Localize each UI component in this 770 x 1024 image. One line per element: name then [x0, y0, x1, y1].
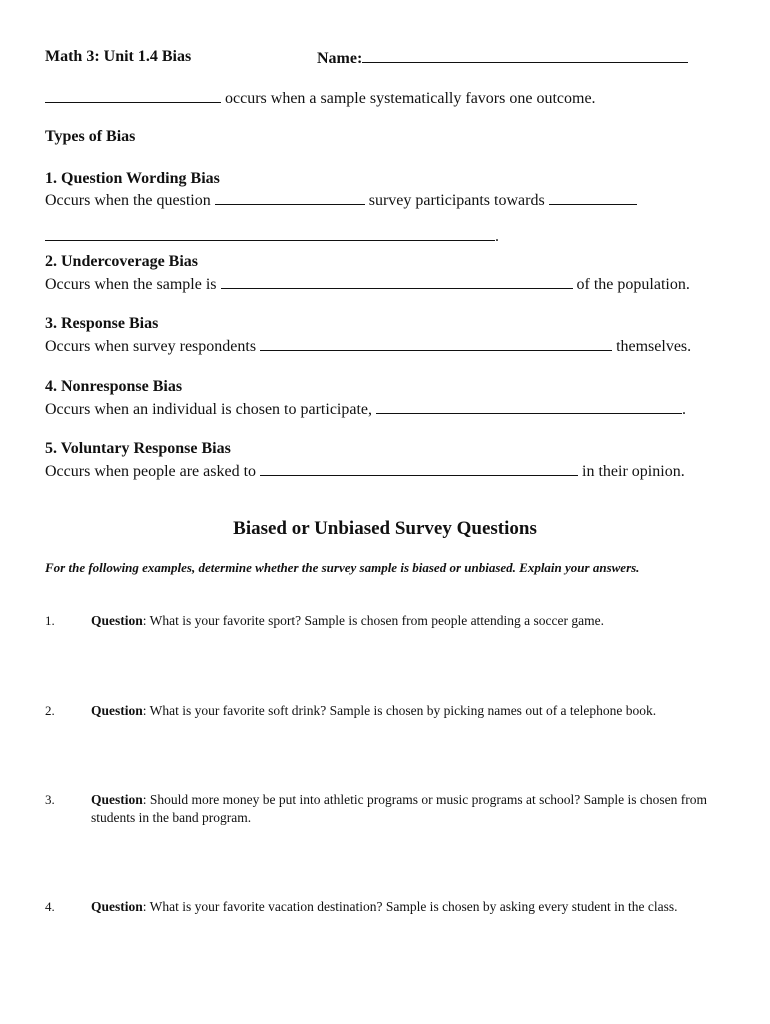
type-1-text-a: Occurs when the question [45, 192, 215, 209]
question-3-number: 3. [45, 792, 55, 807]
type-1-blank-3[interactable] [45, 226, 495, 241]
type-1-line-2 [45, 226, 499, 246]
definition-text: occurs when a sample systematically favors one outcome. [221, 90, 596, 107]
bias-definition [45, 88, 596, 108]
question-1-text: : What is your favorite sport? Sample is chosen from people attending a soccer game. [142, 613, 605, 628]
type-4-blank[interactable] [376, 399, 682, 414]
question-3-label: Question [91, 792, 143, 807]
type-3-title: 3. Response Bias [45, 315, 159, 332]
type-4-text-after: . [682, 401, 687, 418]
type-5-blank[interactable] [260, 461, 578, 476]
type-1-line-1 [45, 190, 637, 210]
type-1-blank-2[interactable] [549, 190, 637, 205]
types-heading: Types of Bias [45, 128, 136, 145]
type-3-text-after: themselves. [612, 338, 692, 355]
question-3 [91, 791, 721, 827]
name-blank[interactable] [362, 48, 688, 63]
type-4-line [45, 399, 686, 419]
name-line [317, 48, 688, 68]
question-1-number: 1. [45, 613, 55, 628]
type-5-line [45, 461, 685, 481]
question-1 [91, 612, 731, 630]
type-5-text-before: Occurs when people are asked to [45, 463, 261, 480]
type-3-blank[interactable] [260, 336, 612, 351]
type-4-text-before: Occurs when an individual is chosen to participate, [45, 401, 377, 418]
type-2-text-before: Occurs when the sample is [45, 276, 221, 293]
worksheet-title: Math 3: Unit 1.4 Bias [45, 48, 192, 65]
type-5-title: 5. Voluntary Response Bias [45, 440, 231, 457]
type-1-line-2-end: . [495, 228, 499, 245]
definition-blank[interactable] [45, 88, 221, 103]
question-4 [91, 898, 721, 916]
instructions: For the following examples, determine whether the survey sample is biased or unbiased. Explain your answers. [45, 560, 640, 575]
type-5-text-after: in their opinion. [578, 463, 685, 480]
type-2-blank[interactable] [221, 274, 573, 289]
question-4-text: : What is your favorite vacation destination? Sample is chosen by asking every student in the class. [142, 899, 678, 914]
section-title: Biased or Unbiased Survey Questions [233, 518, 537, 539]
type-4-title: 4. Nonresponse Bias [45, 378, 183, 395]
question-4-number: 4. [45, 899, 55, 914]
type-1-text-b: survey participants towards [364, 192, 549, 209]
question-3-text: : Should more money be put into athletic programs or music programs at school? Sample is chosen from students in the band program. [91, 792, 708, 825]
question-2 [91, 702, 731, 720]
name-label: Name: [317, 50, 363, 67]
question-2-number: 2. [45, 703, 55, 718]
type-1-title: 1. Question Wording Bias [45, 170, 220, 187]
question-2-text: : What is your favorite soft drink? Sample is chosen by picking names out of a telephone book. [142, 703, 657, 718]
type-2-line [45, 274, 690, 294]
type-3-text-before: Occurs when survey respondents [45, 338, 261, 355]
question-2-label: Question [91, 703, 143, 718]
question-1-label: Question [91, 613, 143, 628]
type-2-title: 2. Undercoverage Bias [45, 253, 199, 270]
type-3-line [45, 336, 691, 356]
type-1-blank-1[interactable] [215, 190, 365, 205]
question-4-label: Question [91, 899, 143, 914]
type-2-text-after: of the population. [572, 276, 690, 293]
